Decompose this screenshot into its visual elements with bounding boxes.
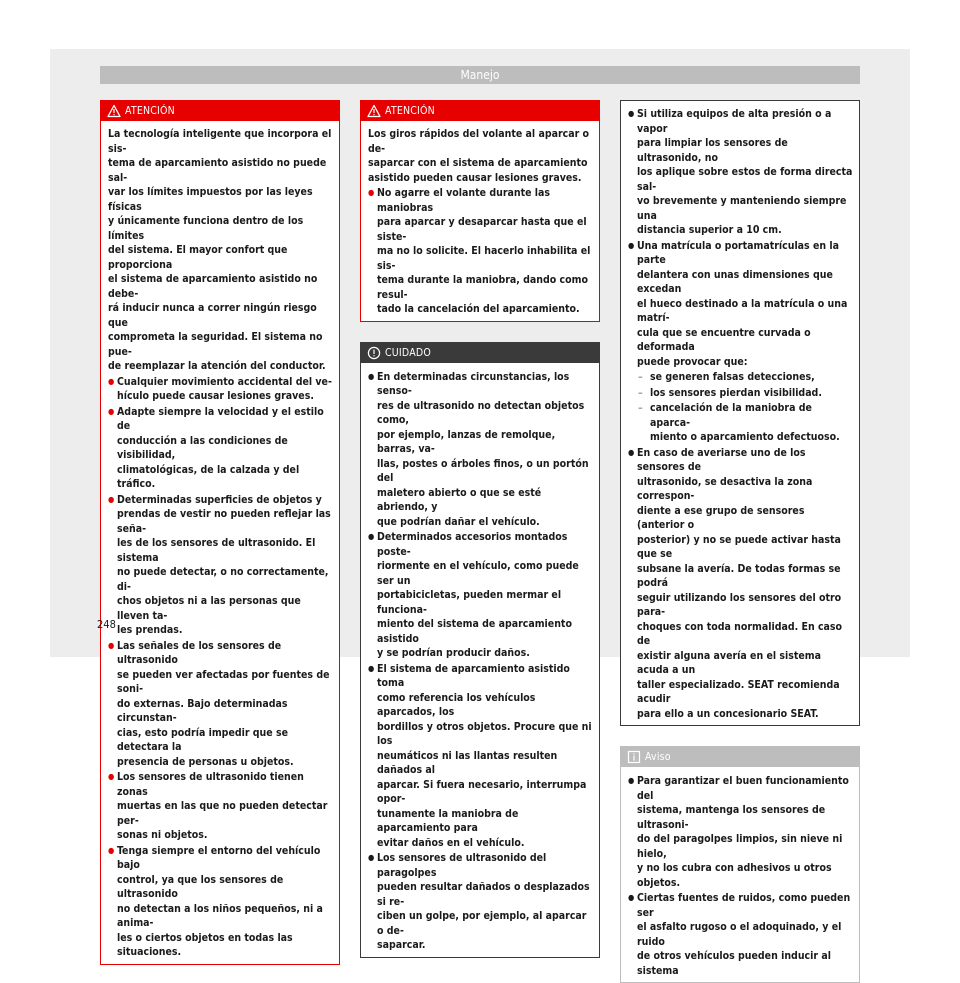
warning-triangle-icon — [367, 104, 381, 118]
text-line: no puede detectar, o no correctamente, di- — [117, 566, 329, 593]
text-line: para limpiar los sensores de ultrasonido, no — [637, 137, 788, 164]
text-line: do del paragolpes limpios, sin nieve ni hielo, — [637, 833, 843, 860]
note-title: Aviso — [645, 751, 671, 763]
text-line: saparcar con el sistema de aparcamiento — [368, 157, 588, 169]
text-line: ciben un golpe, por ejemplo, al aparcar o de- — [377, 910, 587, 937]
warning-title: ATENCIÓN — [385, 105, 435, 117]
text-line: de otros vehículos pueden inducir al sistema — [637, 950, 831, 977]
text-line: Determinados accesorios montados poste- — [377, 531, 568, 558]
text-line: sistema, mantenga los sensores de ultrasoni- — [637, 804, 826, 831]
text-line: tunamente la maniobra de aparcamiento para — [377, 807, 519, 834]
text-line: choques con toda normalidad. En caso de — [637, 620, 843, 647]
bullet-item — [628, 107, 853, 238]
text-line: ma no lo solicite. El hacerlo inhabilita el sis- — [377, 245, 591, 272]
text-line: subsane la avería. De todas formas se podrá — [637, 562, 841, 589]
bullet-item — [108, 375, 333, 404]
column-left — [100, 100, 340, 965]
info-icon — [627, 750, 641, 764]
text-line: miento del sistema de aparcamiento asistido — [377, 618, 572, 645]
warning-box — [100, 100, 340, 965]
text-line: En caso de averiarse uno de los sensores de — [637, 446, 806, 473]
text-line: saparcar. — [377, 939, 426, 951]
text-line: Tenga siempre el entorno del vehículo bajo — [117, 844, 321, 871]
bullet-item — [108, 844, 333, 960]
text-line: control, ya que los sensores de ultrasonido — [117, 873, 284, 900]
bullet-item — [368, 530, 593, 661]
text-line: Los sensores de ultrasonido tienen zonas — [117, 771, 304, 798]
text-line: portabicicletas, pueden mermar el funciona- — [377, 589, 562, 616]
continued-box — [620, 100, 860, 726]
text-line: res de ultrasonido no detectan objetos como, — [377, 399, 585, 426]
caution-circle-icon — [367, 346, 381, 360]
text-line: miento o aparcamiento defectuoso. — [650, 431, 840, 443]
text-line: neumáticos ni las llantas resulten dañados al — [377, 749, 558, 776]
text-line: el asfalto rugoso o el adoquinado, y el ruido — [637, 921, 842, 948]
text-line: y no los cubra con adhesivos u otros objetos. — [637, 862, 832, 889]
text-line: prendas de vestir no pueden reflejar las seña- — [117, 508, 331, 535]
text-line: los sensores pierdan visibilidad. — [650, 386, 822, 399]
text-line: cias, esto podría impedir que se detectara la — [117, 726, 289, 753]
warning-triangle-icon — [107, 104, 121, 118]
note-box — [620, 746, 860, 983]
bullet-item — [628, 446, 853, 722]
text-line: se pueden ver afectadas por fuentes de soni- — [117, 668, 330, 695]
text-line: los aplique sobre estos de forma directa sal- — [637, 166, 853, 193]
paragraph — [368, 127, 593, 185]
text-line: cula que se encuentre curvada o deformada — [637, 326, 811, 353]
text-line: les prendas. — [117, 624, 183, 636]
caution-box — [360, 342, 600, 958]
dash-item — [628, 401, 853, 445]
text-line: muertas en las que no pueden detectar per- — [117, 800, 328, 827]
text-line: climatológicas, de la calzada y del tráfico. — [117, 463, 300, 490]
warning-box — [360, 100, 600, 322]
text-line: presencia de personas u objetos. — [117, 755, 294, 768]
dash-item — [628, 370, 853, 385]
paragraph — [108, 127, 333, 374]
text-line: les de los sensores de ultrasonido. El sistema — [117, 537, 316, 564]
text-line: Las señales de los sensores de ultrasonido — [117, 639, 282, 666]
text-line: Cualquier movimiento accidental del ve- — [117, 375, 332, 388]
text-line: para ello a un concesionario SEAT. — [637, 707, 819, 720]
text-line: taller especializado. SEAT recomienda acudir — [637, 678, 840, 705]
text-line: comprometa la seguridad. El sistema no pue- — [108, 331, 323, 358]
text-line: En determinadas circunstancias, los senso- — [377, 370, 570, 397]
bullet-item — [368, 370, 593, 530]
text-line: Los giros rápidos del volante al aparcar o de- — [368, 128, 590, 155]
text-line: hículo puede causar lesiones graves. — [117, 390, 314, 402]
bullet-item — [368, 851, 593, 953]
text-line: como referencia los vehículos aparcados, los — [377, 691, 536, 718]
text-line: llas, postes o árboles finos, o un portón del — [377, 457, 589, 484]
text-line: vo brevemente y manteniendo siempre una — [637, 195, 847, 222]
text-line: posterior) y no se puede activar hasta que se — [637, 533, 841, 560]
text-line: asistido pueden causar lesiones graves. — [368, 171, 582, 184]
text-line: conducción a las condiciones de visibilidad, — [117, 434, 288, 461]
warning-title: ATENCIÓN — [125, 105, 175, 117]
text-line: rá inducir nunca a correr ningún riesgo que — [108, 302, 317, 329]
page-number: 248 — [97, 618, 116, 631]
bullet-item — [108, 405, 333, 492]
bullet-item — [368, 662, 593, 851]
text-line: Si utiliza equipos de alta presión o a vapor — [637, 108, 832, 135]
column-middle — [360, 100, 600, 958]
bullet-item — [628, 891, 853, 978]
column-right — [620, 100, 860, 983]
text-line: sonas ni objetos. — [117, 829, 208, 841]
bullet-item — [108, 493, 333, 638]
text-line: el hueco destinado a la matrícula o una matrí- — [637, 297, 848, 324]
text-line: de reemplazar la atención del conductor. — [108, 360, 326, 372]
text-line: chos objetos ni a las personas que lleven ta- — [117, 595, 301, 622]
text-line: tema de aparcamiento asistido no puede sal- — [108, 157, 327, 184]
text-line: del sistema. El mayor confort que proporciona — [108, 244, 288, 271]
bullet-item — [108, 639, 333, 770]
caution-title: CUIDADO — [385, 346, 431, 359]
text-line: el sistema de aparcamiento asistido no debe- — [108, 273, 318, 300]
text-line: tado la cancelación del aparcamiento. — [377, 303, 580, 315]
text-line: Adapte siempre la velocidad y el estilo de — [117, 405, 324, 432]
text-line: do externas. Bajo determinadas circunstan- — [117, 697, 288, 724]
text-line: tema durante la maniobra, dando como resul- — [377, 274, 588, 301]
text-line: puede provocar que: — [637, 355, 748, 368]
caution-header — [361, 343, 599, 363]
warning-header — [361, 101, 599, 121]
text-line: que podrían dañar el vehículo. — [377, 515, 540, 528]
text-line: distancia superior a 10 cm. — [637, 224, 782, 236]
note-header — [621, 747, 859, 767]
text-line: y se podrían producir daños. — [377, 647, 530, 659]
text-line: para aparcar y desaparcar hasta que el siste- — [377, 216, 587, 243]
text-line: El sistema de aparcamiento asistido toma — [377, 662, 570, 689]
text-line: no detectan a los niños pequeños, ni a anima- — [117, 902, 323, 929]
text-line: se generen falsas detecciones, — [650, 371, 815, 383]
text-line: les o ciertos objetos en todas las situaciones. — [117, 931, 293, 958]
text-line: existir alguna avería en el sistema acuda a un — [637, 649, 822, 676]
warning-header — [101, 101, 339, 121]
text-line: y únicamente funciona dentro de los límites — [108, 215, 304, 242]
section-header: Manejo — [100, 66, 860, 84]
bullet-item — [108, 770, 333, 843]
text-line: aparcar. Si fuera necesario, interrumpa opor- — [377, 778, 587, 805]
text-line: riormente en el vehículo, como puede ser un — [377, 560, 579, 587]
text-line: por ejemplo, lanzas de remolque, barras, va- — [377, 428, 556, 455]
text-line: Para garantizar el buen funcionamiento del — [637, 775, 849, 802]
text-line: Ciertas fuentes de ruidos, como pueden ser — [637, 892, 851, 919]
text-line: cancelación de la maniobra de aparca- — [650, 402, 812, 429]
text-line: bordillos y otros objetos. Procure que ni los — [377, 720, 592, 747]
bullet-item — [628, 774, 853, 890]
text-line: delantera con unas dimensiones que excedan — [637, 268, 833, 295]
text-line: Los sensores de ultrasonido del paragolpes — [377, 852, 547, 879]
bullet-item — [368, 186, 593, 317]
text-line: var los límites impuestos por las leyes físicas — [108, 186, 313, 213]
text-line: evitar daños en el vehículo. — [377, 836, 525, 849]
text-line: diente a ese grupo de sensores (anterior o — [637, 504, 805, 531]
text-line: ultrasonido, se desactiva la zona correspon- — [637, 475, 813, 502]
text-line: Una matrícula o portamatrículas en la parte — [637, 239, 839, 266]
text-line: Determinadas superficies de objetos y — [117, 493, 322, 506]
text-line: La tecnología inteligente que incorpora el sis- — [108, 128, 332, 155]
text-line: No agarre el volante durante las maniobras — [377, 187, 551, 214]
text-line: pueden resultar dañados o desplazados si re- — [377, 881, 590, 908]
bullet-item — [628, 239, 853, 370]
dash-item — [628, 386, 853, 401]
text-line: maletero abierto o que se esté abriendo, y — [377, 486, 542, 513]
text-line: seguir utilizando los sensores del otro para- — [637, 591, 842, 618]
